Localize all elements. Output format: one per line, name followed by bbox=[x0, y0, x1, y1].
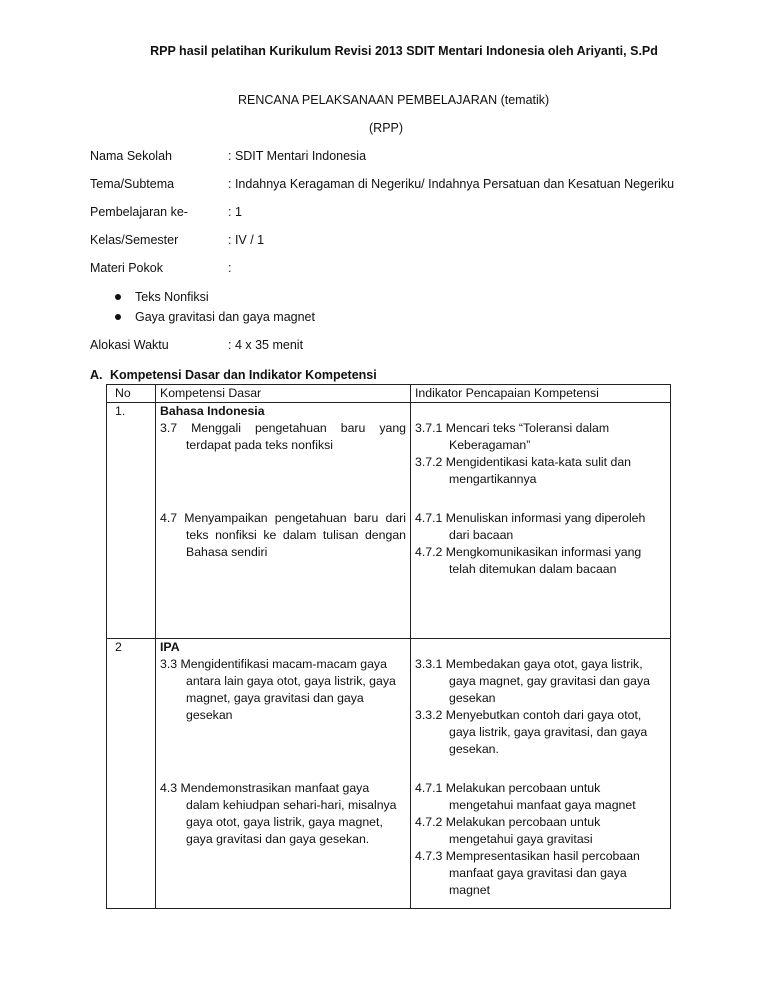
document-title: RENCANA PELAKSANAAN PEMBELAJARAN (tematik) bbox=[238, 93, 550, 107]
subject-name: IPA bbox=[160, 640, 180, 654]
info-label: Alokasi Waktu bbox=[90, 338, 169, 352]
table-cell-indikator bbox=[411, 639, 671, 909]
info-value: : IV / 1 bbox=[228, 233, 265, 247]
kd-item: 4.3 Mendemonstrasikan manfaat gaya dalam kehiudpan sehari-hari, misalnya gaya otot, gaya listrik, gaya magnet, gaya gravitasi dan gaya gesekan. bbox=[160, 781, 397, 846]
table-cell-no: 2 bbox=[107, 639, 156, 909]
bullet-icon bbox=[115, 314, 121, 320]
table-cell-indikator bbox=[411, 403, 671, 639]
info-row-tema bbox=[90, 177, 674, 191]
list-item bbox=[115, 290, 209, 304]
indikator-item: 3.3.1 Membedakan gaya otot, gaya listrik, gaya magnet, gay gravitasi dan gaya gesekan bbox=[415, 657, 650, 705]
info-row-materi bbox=[90, 261, 231, 275]
info-label: Kelas/Semester bbox=[90, 233, 179, 247]
indikator-item: 4.7.1 Melakukan percobaan untuk mengetahui manfaat gaya magnet bbox=[415, 781, 636, 812]
document-header: RPP hasil pelatihan Kurikulum Revisi 2013 SDIT Mentari Indonesia oleh Ariyanti, S.Pd bbox=[150, 44, 658, 58]
section-heading bbox=[90, 368, 377, 382]
indikator-item: 3.7.2 Mengidentikasi kata-kata sulit dan mengartikannya bbox=[415, 455, 632, 486]
info-row-kelas bbox=[90, 233, 264, 247]
info-label: Nama Sekolah bbox=[90, 149, 172, 163]
bullet-icon bbox=[115, 294, 121, 300]
table-header: Kompetensi Dasar bbox=[156, 385, 411, 403]
indikator-item: 3.3.2 Menyebutkan contoh dari gaya otot, gaya listrik, gaya gravitasi, dan gaya gesekan. bbox=[415, 708, 648, 756]
table-cell-kd bbox=[156, 639, 411, 909]
list-item-text: Teks Nonfiksi bbox=[135, 290, 209, 304]
table-row bbox=[107, 403, 671, 639]
info-label: Pembelajaran ke- bbox=[90, 205, 188, 219]
section-title: Kompetensi Dasar dan Indikator Kompetensi bbox=[110, 368, 377, 382]
info-row-alokasi bbox=[90, 338, 303, 352]
document-subtitle: (RPP) bbox=[369, 121, 404, 135]
info-row-pembelajaran bbox=[90, 205, 242, 219]
kd-item: 4.7 Menyampaikan pengetahuan baru dari teks nonfiksi ke dalam tulisan dengan Bahasa sendiri bbox=[160, 511, 406, 559]
info-value: : 4 x 35 menit bbox=[228, 338, 304, 352]
kd-item: 3.3 Mengidentifikasi macam-macam gaya antara lain gaya otot, gaya listrik, gaya magnet, gaya gravitasi dan gaya gesekan bbox=[160, 657, 396, 722]
indikator-item: 4.7.2 Mengkomunikasikan informasi yang telah ditemukan dalam bacaan bbox=[415, 545, 642, 576]
section-letter: A. bbox=[90, 368, 103, 382]
table-row bbox=[107, 639, 671, 909]
info-value: : Indahnya Keragaman di Negeriku/ Indahnya Persatuan dan Kesatuan Negeriku bbox=[228, 177, 675, 191]
table-header: No bbox=[107, 385, 156, 403]
info-value: : bbox=[228, 261, 232, 275]
table-cell-no: 1. bbox=[107, 403, 156, 639]
table-cell-kd bbox=[156, 403, 411, 639]
info-row-sekolah bbox=[90, 149, 366, 163]
table-header: Indikator Pencapaian Kompetensi bbox=[411, 385, 671, 403]
table-header-row bbox=[107, 385, 671, 403]
subject-name: Bahasa Indonesia bbox=[160, 404, 265, 418]
indikator-item: 3.7.1 Mencari teks “Toleransi dalam Keberagaman” bbox=[415, 421, 610, 452]
list-item-text: Gaya gravitasi dan gaya magnet bbox=[135, 310, 315, 324]
list-item bbox=[115, 310, 315, 324]
indikator-item: 4.7.2 Melakukan percobaan untuk mengetahui gaya gravitasi bbox=[415, 815, 601, 846]
indikator-item: 4.7.1 Menuliskan informasi yang diperoleh dari bacaan bbox=[415, 511, 646, 542]
info-label: Materi Pokok bbox=[90, 261, 163, 275]
competency-table bbox=[106, 384, 671, 909]
info-value: : 1 bbox=[228, 205, 242, 219]
info-label: Tema/Subtema bbox=[90, 177, 175, 191]
info-value: : SDIT Mentari Indonesia bbox=[228, 149, 367, 163]
indikator-item: 4.7.3 Mempresentasikan hasil percobaan manfaat gaya gravitasi dan gaya magnet bbox=[415, 849, 640, 897]
kd-item: 3.7 Menggali pengetahuan baru yang terdapat pada teks nonfiksi bbox=[160, 421, 406, 452]
